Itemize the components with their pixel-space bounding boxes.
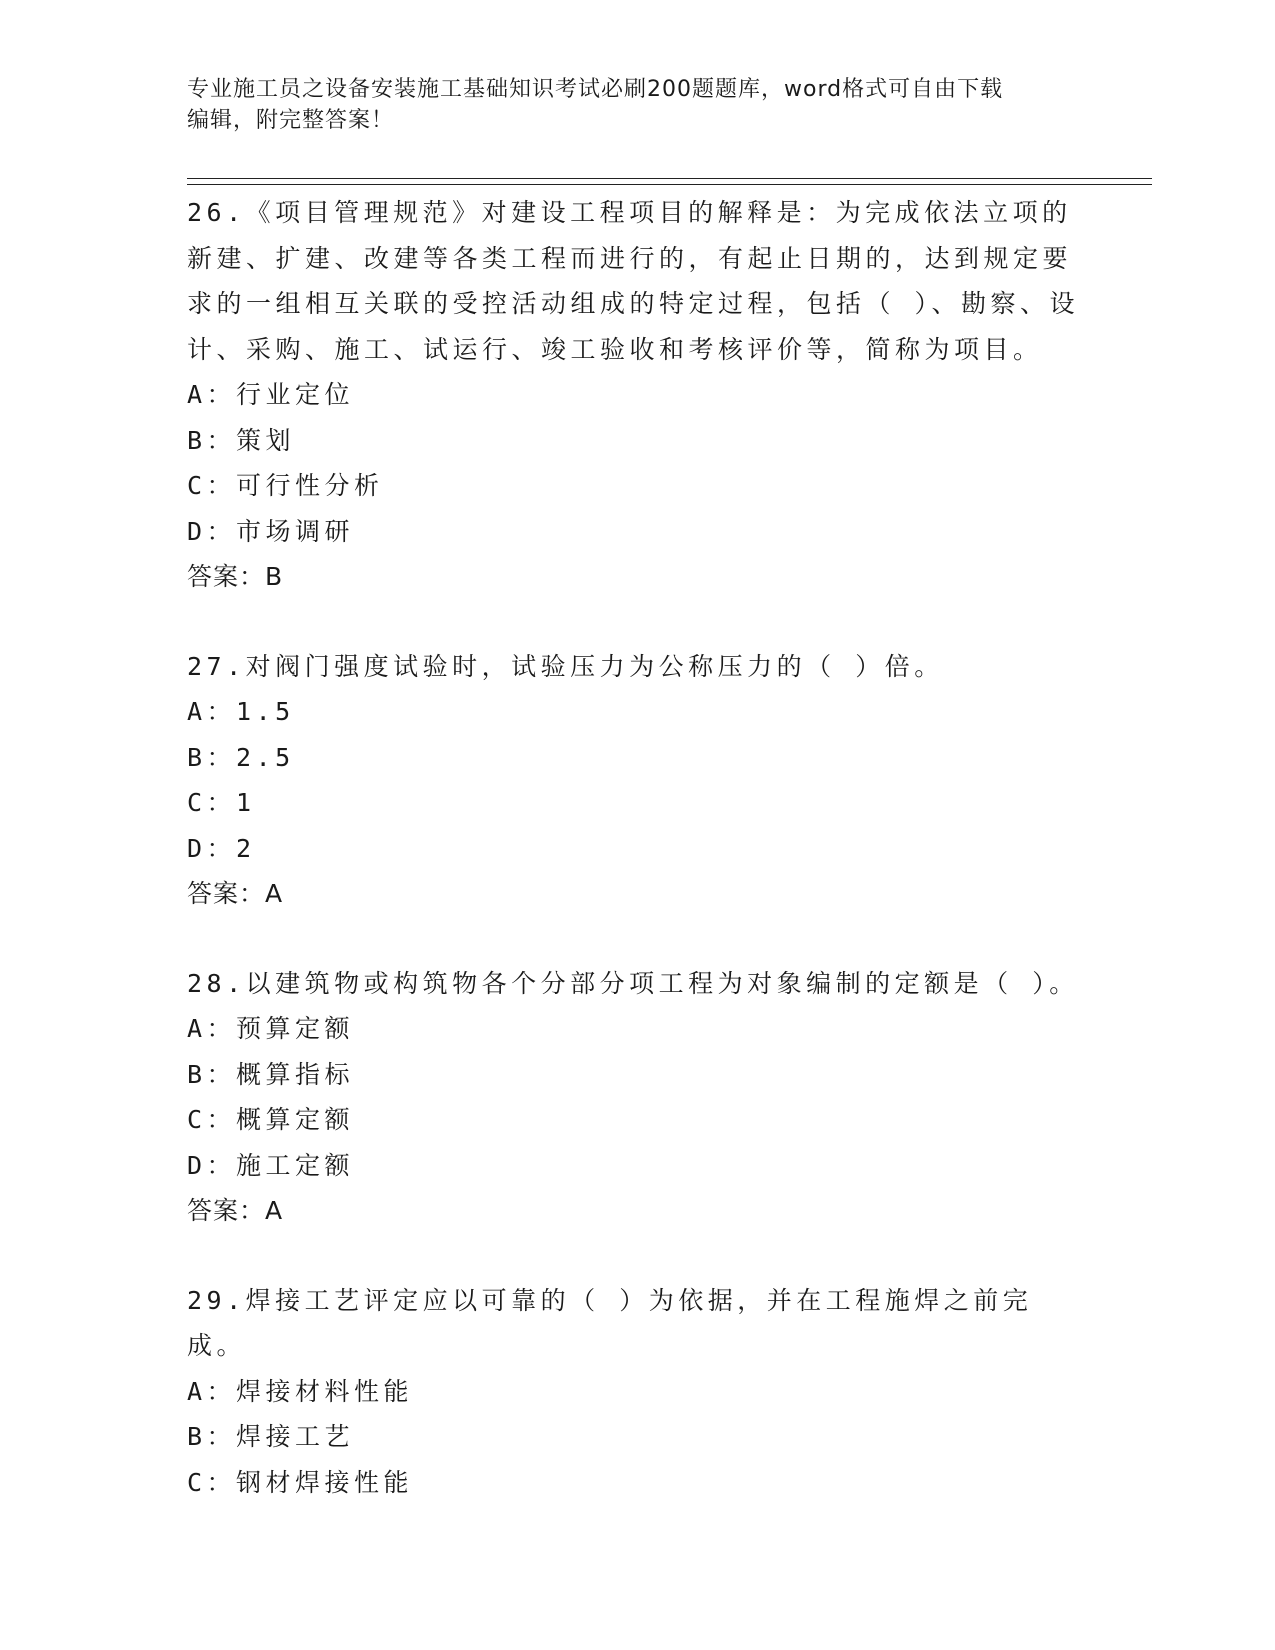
option-c: C：钢材焊接性能 <box>187 1467 414 1497</box>
question-28 <box>187 961 1087 1234</box>
option-a: A：1.5 <box>187 697 295 726</box>
option-d: D：2 <box>187 833 256 863</box>
question-29 <box>187 1278 1087 1506</box>
header-line-2: 编辑，附完整答案！ <box>187 108 395 133</box>
option-c: C：可行性分析 <box>187 471 384 500</box>
header-divider-top <box>187 178 1152 179</box>
option-a: A：预算定额 <box>187 1014 355 1043</box>
option-c: C：概算定额 <box>187 1105 355 1134</box>
question-26 <box>187 190 1087 600</box>
document-header <box>187 74 1087 136</box>
question-stem: 26.《项目管理规范》对建设工程项目的解释是：为完成依法立项的新建、扩建、改建等各类工程而进行的，有起止日期的，达到规定要求的一组相互关联的受控活动组成的特定过程，包括（ ）、勘察、设计、采购、施工、试运行、竣工验收和考核评价等，简称为项目。 <box>187 198 1080 364</box>
option-b: B：策划 <box>187 425 296 455</box>
header-divider-bottom <box>187 184 1152 185</box>
question-stem: 27.对阀门强度试验时，试验压力为公称压力的（ ）倍。 <box>187 651 944 681</box>
question-list <box>187 190 1087 1505</box>
answer-line: 答案：B <box>187 562 284 591</box>
option-b: B：概算指标 <box>187 1059 355 1089</box>
header-line-1: 专业施工员之设备安装施工基础知识考试必刷200题题库，word格式可自由下载 <box>187 77 1004 102</box>
question-stem: 29.焊接工艺评定应以可靠的（ ）为依据，并在工程施焊之前完成。 <box>187 1285 1033 1360</box>
option-a: A：行业定位 <box>187 380 355 409</box>
option-d: D：市场调研 <box>187 516 355 546</box>
option-b: B：2.5 <box>187 742 295 772</box>
answer-line: 答案：A <box>187 879 284 908</box>
option-b: B：焊接工艺 <box>187 1422 355 1451</box>
question-27 <box>187 644 1087 917</box>
option-d: D：施工定额 <box>187 1150 355 1180</box>
option-c: C：1 <box>187 788 256 817</box>
answer-line: 答案：A <box>187 1196 284 1225</box>
option-a: A：焊接材料性能 <box>187 1376 414 1406</box>
question-stem: 28.以建筑物或构筑物各个分部分项工程为对象编制的定额是（ ）。 <box>187 968 1079 998</box>
